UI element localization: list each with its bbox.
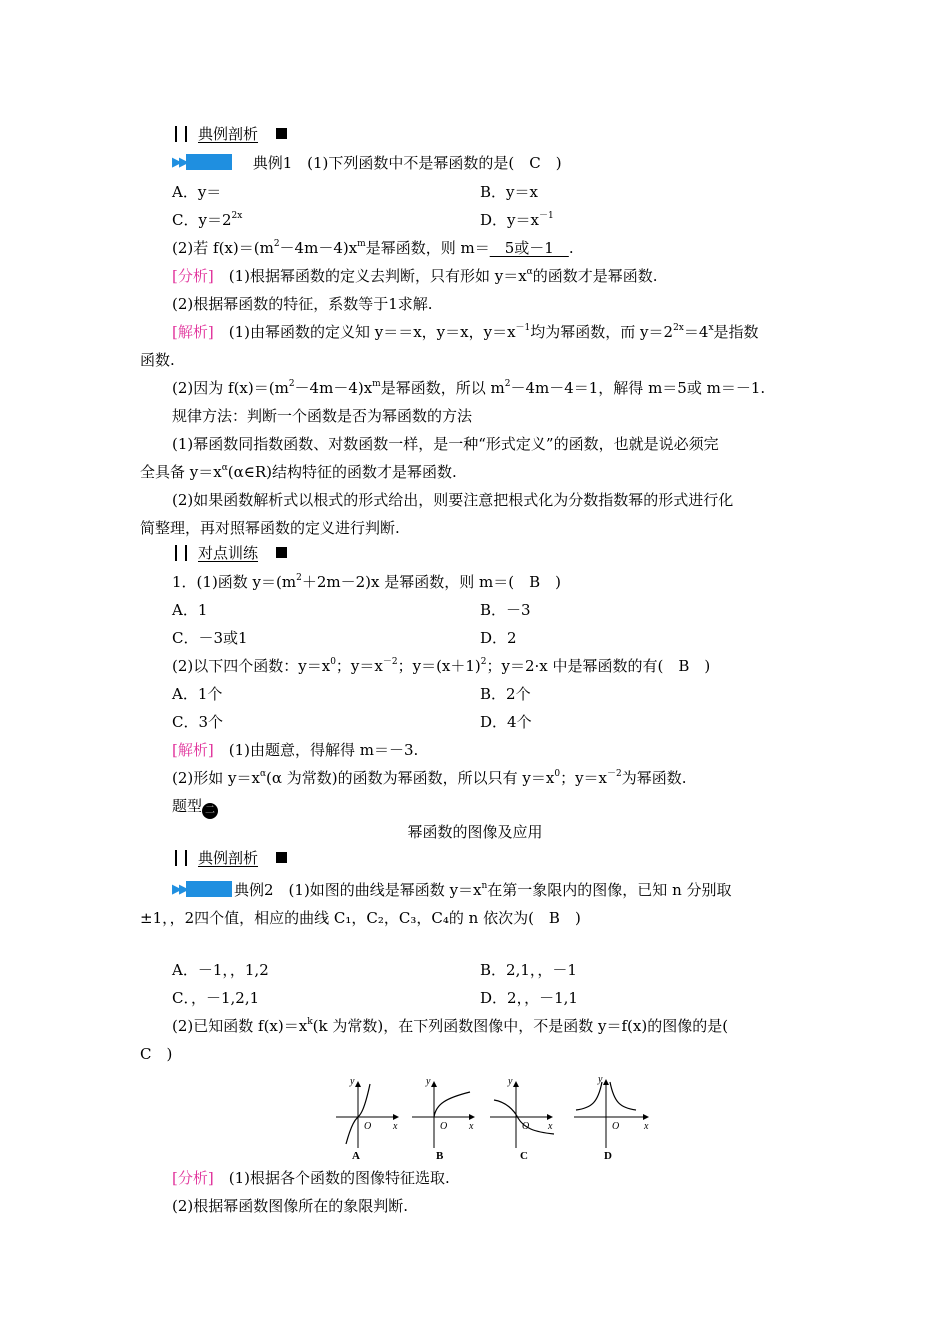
- square-icon: [276, 547, 287, 558]
- option-b: B．y＝x: [480, 183, 538, 201]
- bars-icon: [172, 850, 198, 866]
- analysis-tag: [分析]: [172, 1169, 214, 1187]
- section-header-dianli-1: 典例剖析: [172, 124, 287, 144]
- graph-label-b: B: [436, 1150, 444, 1162]
- option-d: D．2: [480, 629, 517, 647]
- solution-tag: [解析]: [172, 323, 214, 341]
- svg-text:y: y: [350, 1076, 355, 1087]
- analysis-line-1: [分析] (1)根据幂函数的定义去判断，只有形如 $y=x^\alpha$的函数才是幂函数.: [172, 267, 658, 285]
- analysis-line-2: (2)根据幂函数图像所在的象限判断.: [172, 1197, 409, 1215]
- option-d: D．$y=x^{-1}$: [480, 211, 554, 229]
- rule-2-line-a: (2)如果函数解析式以根式的形式给出，则要注意把根式化为分数指数幂的形式进行化: [172, 491, 734, 509]
- section-header-duidian: 对点训练: [172, 543, 287, 563]
- graph-label-c: C: [520, 1150, 528, 1162]
- graph-a: [336, 1076, 398, 1162]
- solution-line-1: [解析] (1)由幂函数的定义知 y＝＝x，y＝x，$y=x^{-1}$均为幂函数，而 $y=2^{2x}=4^x$是指数: [172, 323, 759, 341]
- example-2-question-2: (2)已知函数 $f(x)=x^k(k$ 为常数)，在下列函数图像中，不是函数 y＝f(x)的图像的是(: [172, 1017, 729, 1035]
- option-d: D．2，，－1,1: [480, 989, 578, 1007]
- rule-title: 规律方法：判断一个函数是否为幂函数的方法: [172, 407, 473, 425]
- curve-d-left: [576, 1082, 602, 1110]
- svg-text:x: x: [469, 1121, 474, 1132]
- svg-text:x: x: [548, 1121, 553, 1132]
- rule-2-line-b: 简整理，再对照幂函数的定义进行判断.: [140, 519, 400, 537]
- rule-1-line-a: (1)幂函数同指数函数、对数函数一样，是一种“形式定义”的函数，也就是说必须完: [172, 435, 719, 453]
- practice-solution-1: [解析] (1)由题意，得解得 m＝－3.: [172, 741, 419, 759]
- option-c: C．，－1,2,1: [172, 989, 260, 1007]
- example-badge-icon: ▶▶: [172, 154, 234, 170]
- graph-label-a: A: [352, 1150, 360, 1162]
- svg-text:x: x: [644, 1121, 649, 1132]
- svg-text:O: O: [522, 1121, 530, 1132]
- svg-text:y: y: [508, 1076, 513, 1087]
- svg-text:x: x: [393, 1121, 398, 1132]
- option-a: A．－1，，1,2: [172, 961, 269, 979]
- analysis-line-1: [分析] (1)根据各个函数的图像特征选取.: [172, 1169, 450, 1187]
- option-b: B．2,1，，－1: [480, 961, 577, 979]
- svg-text:O: O: [440, 1121, 448, 1132]
- analysis-line-2: (2)根据幂函数的特征，系数等于1求解.: [172, 295, 433, 313]
- option-d: D．4个: [480, 713, 532, 731]
- practice-solution-2: (2)形如 $y=x^\alpha(\alpha$ 为常数)的函数为幂函数，所以只有 $y=x^0$；$y=x^{-2}$为幂函数.: [172, 769, 687, 787]
- option-a: A．y＝: [172, 183, 222, 201]
- example-2-question-1-cont: ±1，，2四个值，相应的曲线 C₁，C₂，C₃，C₄的 n 依次为( B ): [140, 909, 581, 927]
- function-graphs: [330, 1072, 660, 1164]
- square-icon: [276, 128, 287, 139]
- svg-text:y: y: [426, 1076, 431, 1087]
- graph-c: [490, 1076, 554, 1162]
- option-b: B．－3: [480, 601, 531, 619]
- practice-question-1: 1．(1)函数 $y=(m^2+2m-2)x$ 是幂函数，则 m＝( B ): [172, 573, 561, 591]
- svg-text:O: O: [612, 1121, 620, 1132]
- bars-icon: [172, 126, 198, 142]
- example-2-question-2-cont: C ): [140, 1045, 173, 1063]
- square-icon: [276, 852, 287, 863]
- svg-text:y: y: [598, 1074, 603, 1085]
- example-badge-icon: ▶▶: [172, 881, 234, 897]
- example-2-question-1: ▶▶ 典例2 (1)如图的曲线是幂函数 $y=x^n$在第一象限内的图像，已知 n 分别取: [172, 881, 732, 899]
- topic-title: 幂函数的图像及应用: [407, 823, 543, 841]
- solution-line-1-cont: 函数.: [140, 351, 175, 369]
- graph-b: [412, 1076, 474, 1162]
- question-type-label: 题型 二: [172, 796, 218, 819]
- example-1-question-2: (2)若 $f(x)=(m^2-4m-4)x^m$是幂函数，则 m＝ 5或－1 .: [172, 239, 574, 257]
- practice-question-2: (2)以下四个函数：$y=x^0$；$y=x^{-2}$；$y=(x+1)^2$；y＝2·x 中是幂函数的有( B ): [172, 657, 711, 675]
- option-a: A．1: [172, 601, 208, 619]
- graph-label-d: D: [604, 1150, 612, 1162]
- svg-text:O: O: [364, 1121, 372, 1132]
- bars-icon: [172, 545, 198, 561]
- option-a: A．1个: [172, 685, 223, 703]
- curve-d-right: [610, 1082, 636, 1110]
- example-1-question-1: ▶▶ 典例1 (1)下列函数中不是幂函数的是( C ): [172, 154, 562, 172]
- solution-tag: [解析]: [172, 741, 214, 759]
- graph-d: [574, 1074, 649, 1162]
- rule-1-line-b: 全具备 $y=x^\alpha(\alpha\in R)$结构特征的函数才是幂函数.: [140, 463, 457, 481]
- analysis-tag: [分析]: [172, 267, 214, 285]
- section-header-dianli-2: 典例剖析: [172, 848, 287, 868]
- curve-b: [434, 1092, 470, 1117]
- answer-blank: 5或－1: [489, 239, 569, 257]
- circled-number: 二: [202, 803, 218, 819]
- option-c: C．3个: [172, 713, 224, 731]
- option-b: B．2个: [480, 685, 531, 703]
- option-c: C．$y=2^{2x}$: [172, 211, 243, 229]
- option-c: C．－3或1: [172, 629, 248, 647]
- solution-line-2: (2)因为 $f(x)=(m^2-4m-4)x^m$是幂函数，所以 $m^2-4m-4=1$，解得 m＝5或 m＝－1.: [172, 379, 766, 397]
